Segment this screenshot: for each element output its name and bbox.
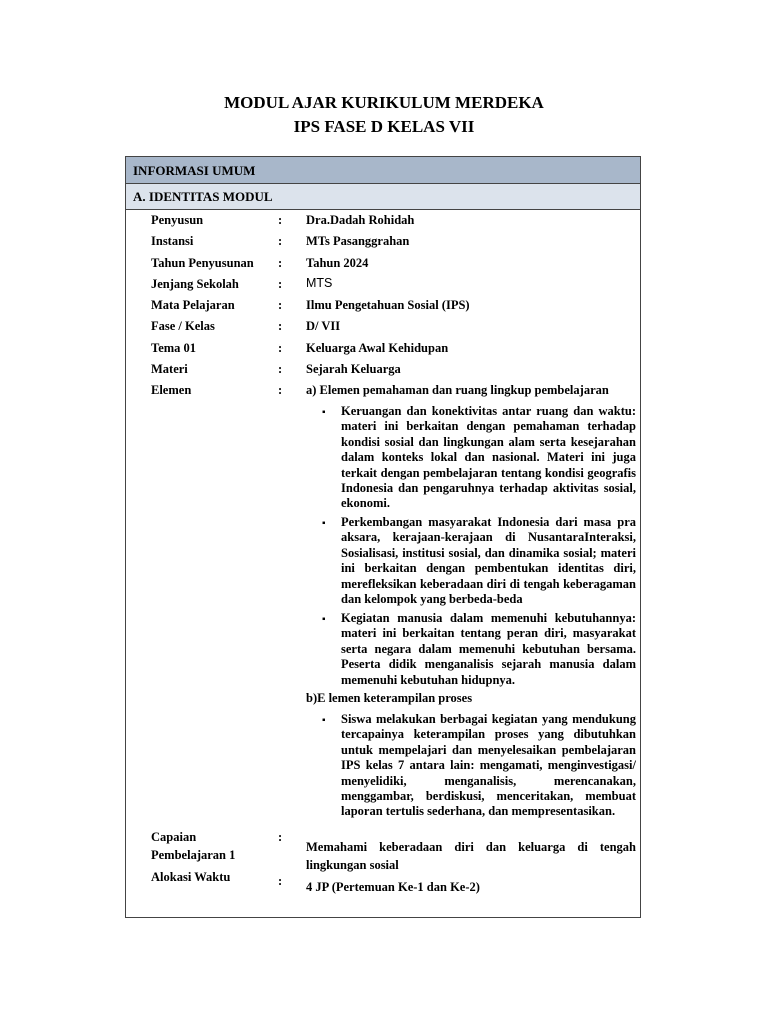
field-colon: :: [278, 256, 283, 270]
bullet-icon: ▪: [322, 407, 326, 418]
field-label-fase-kelas: Fase / Kelas: [151, 319, 215, 333]
field-colon: :: [278, 213, 283, 227]
field-label-tahun-penyusunan: Tahun Penyusunan: [151, 256, 254, 270]
bullet-icon: ▪: [322, 518, 326, 529]
field-colon: :: [278, 234, 283, 248]
field-label-jenjang-sekolah: Jenjang Sekolah: [151, 277, 239, 291]
field-value-instansi: MTs Pasanggrahan: [306, 234, 410, 248]
field-colon: :: [278, 830, 283, 844]
bullet-icon: ▪: [322, 715, 326, 726]
field-colon: :: [278, 341, 283, 355]
document-title-line-2: IPS FASE D KELAS VII: [293, 117, 475, 136]
elemen-a-item: Perkembangan masyarakat Indonesia dari masa pra aksara, kerajaan-kerajaan di NusantaraInteraksi, Sosialisasi, institusi sosial, dan dinamika sosial; materi ini berkaitan dengan pembentukan identitas diri, merefleksikan keberadaan diri di tengah keberagaman dan kelompok yang berbeda-beda: [341, 515, 636, 607]
field-value-tahun-penyusunan: Tahun 2024: [306, 256, 369, 270]
field-colon: :: [278, 874, 283, 888]
field-value-materi: Sejarah Keluarga: [306, 362, 401, 376]
field-value-penyusun: Dra.Dadah Rohidah: [306, 213, 415, 227]
field-colon: :: [278, 277, 283, 291]
field-label-elemen: Elemen: [151, 383, 192, 397]
elemen-a-item: Keruangan dan konektivitas antar ruang dan waktu: materi ini berkaitan dengan pemahaman terhadap kondisi sosial dan lingkungan alam serta kesejarahan dalam konteks lokal dan nasional. Materi ini juga terkait dengan pembelajaran tentang kondisi geografis Indonesia dan pengaruhnya terhadap aktivitas sosial, ekonomi.: [341, 404, 636, 511]
field-value-capaian: Memahami keberadaan diri dan keluarga di tengah lingkungan sosial: [306, 840, 636, 872]
bullet-icon: ▪: [322, 614, 326, 625]
elemen-b-title: b)E lemen keterampilan proses: [306, 691, 473, 705]
field-colon: :: [278, 298, 283, 312]
elemen-b-item: Siswa melakukan berbagai kegiatan yang mendukung tercapainya keterampilan proses yang dibutuhkan untuk mempelajari dan menyelesaikan pembelajaran IPS kelas 7 antara lain: mengamati, menginvestigasi/ menyelidiki, menganalisis, merencanakan, menggambar, berdiskusi, menceritakan, membuat laporan tertulis sederhana, dan mempresentasikan.: [341, 712, 636, 819]
field-value-fase-kelas: D/ VII: [306, 319, 341, 333]
field-value-tema: Keluarga Awal Kehidupan: [306, 341, 449, 355]
field-label-penyusun: Penyusun: [151, 213, 204, 227]
field-label-alokasi-waktu: Alokasi Waktu: [151, 870, 231, 884]
field-label-mata-pelajaran: Mata Pelajaran: [151, 298, 235, 312]
field-label-tema: Tema 01: [151, 341, 197, 355]
field-label-materi: Materi: [151, 362, 188, 376]
field-label-capaian-2: Pembelajaran 1: [151, 848, 236, 862]
section-header: INFORMASI UMUM: [126, 157, 640, 184]
field-colon: :: [278, 319, 283, 333]
field-label-instansi: Instansi: [151, 234, 194, 248]
field-label-capaian: Capaian: [151, 830, 197, 844]
field-value-elemen-a: a) Elemen pemahaman dan ruang lingkup pembelajaran: [306, 383, 609, 397]
field-value-mata-pelajaran: Ilmu Pengetahuan Sosial (IPS): [306, 298, 470, 312]
document-title-line-1: MODUL AJAR KURIKULUM MERDEKA: [224, 93, 544, 112]
elemen-a-item: Kegiatan manusia dalam memenuhi kebutuhannya: materi ini berkaitan tentang peran diri, masyarakat serta negara dalam memenuhi kebutuhan bersama. Peserta didik menganalisis sejarah manusia dalam memenuhi kebutuhan hidupnya.: [341, 611, 636, 687]
subsection-header: A. IDENTITAS MODUL: [126, 184, 640, 210]
field-value-jenjang-sekolah: MTS: [306, 276, 333, 290]
field-colon: :: [278, 383, 283, 397]
field-colon: :: [278, 362, 283, 376]
field-value-alokasi-waktu: 4 JP (Pertemuan Ke-1 dan Ke-2): [306, 880, 480, 894]
